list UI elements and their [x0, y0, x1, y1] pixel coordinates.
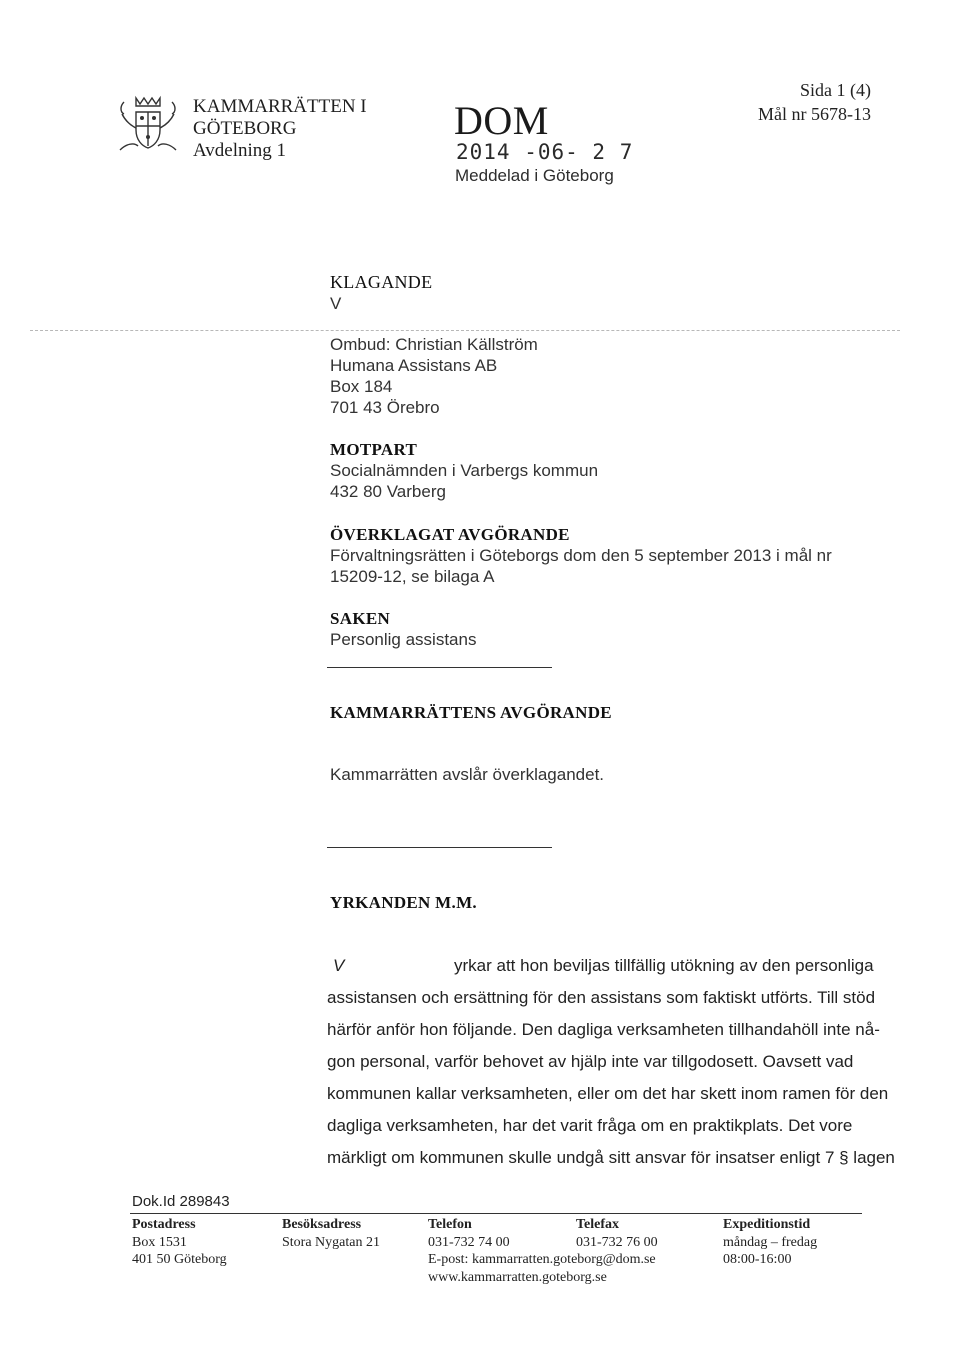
claims-initial: V: [333, 956, 345, 975]
claims-line: härför anför hon följande. Den dagliga verksamheten tillhandahöll inte nå-: [327, 1020, 880, 1039]
phone-heading: Telefon: [428, 1217, 472, 1232]
claims-line: kommunen kallar verksamheten, eller om det har skett inom ramen för den: [327, 1084, 889, 1103]
postal-heading: Postadress: [132, 1217, 196, 1232]
matter-text: Personlig assistans: [330, 630, 477, 649]
ombud-company: Humana Assistans AB: [330, 356, 498, 375]
visit-heading: Besöksadress: [282, 1217, 362, 1232]
ombud-box: Box 184: [330, 377, 393, 396]
court-name-line2: GÖTEBORG: [193, 118, 297, 139]
email-address[interactable]: E-post: kammarratten.goteborg@dom.se: [428, 1252, 656, 1267]
claims-line: assistansen och ersättning för den assistans som faktiskt utförts. Till stöd: [327, 988, 876, 1007]
klagande-name: V: [330, 294, 342, 313]
footer-fax: [576, 1216, 658, 1251]
fax-number: 031-732 76 00: [576, 1234, 658, 1250]
divider-rule: [327, 847, 552, 848]
page-info: [758, 78, 871, 126]
fax-heading: Telefax: [576, 1217, 620, 1232]
footer-hours: [723, 1216, 817, 1269]
case-number: Mål nr 5678-13: [758, 104, 871, 124]
hours-time: 08:00-16:00: [723, 1252, 792, 1267]
motpart-heading: MOTPART: [330, 440, 418, 459]
claims-line: dagliga verksamheten, har det varit fråga om en praktikplats. Det vore: [327, 1116, 853, 1135]
ombud-city: 701 43 Örebro: [330, 398, 440, 417]
phone-number: 031-732 74 00: [428, 1234, 510, 1250]
appealed-line1: Förvaltningsrätten i Göteborgs dom den 5 september 2013 i mål nr: [330, 546, 832, 565]
footer-postal: [132, 1216, 227, 1269]
claims-line: märkligt om kommunen skulle undgå sitt ansvar för insatser enligt 7 § lagen: [327, 1148, 895, 1167]
motpart-name: Socialnämnden i Varbergs kommun: [330, 461, 599, 480]
klagande-section: [330, 272, 432, 314]
website-link[interactable]: www.kammarratten.goteborg.se: [428, 1269, 607, 1285]
claims-heading: YRKANDEN M.M.: [330, 893, 477, 912]
claims-line: yrkar att hon beviljas tillfällig utökning av den personliga: [454, 956, 874, 975]
appealed-line2: 15209-12, se bilaga A: [330, 567, 495, 586]
court-name: [193, 96, 367, 162]
motpart-city: 432 80 Varberg: [330, 482, 446, 501]
hours-days: måndag – fredag: [723, 1234, 818, 1250]
issued-at: Meddelad i Göteborg: [455, 166, 614, 185]
postal-box: Box 1531: [132, 1234, 187, 1250]
court-division: Avdelning 1: [193, 140, 287, 161]
decision-heading: KAMMARRÄTTENS AVGÖRANDE: [330, 703, 612, 722]
matter-heading: SAKEN: [330, 609, 391, 628]
claims-heading-wrap: [330, 892, 477, 913]
coat-of-arms-icon: [116, 92, 180, 158]
matter-section: [330, 608, 476, 650]
klagande-heading: KLAGANDE: [330, 272, 433, 292]
document-title: DOM: [454, 98, 549, 143]
appealed-heading: ÖVERKLAGAT AVGÖRANDE: [330, 525, 570, 544]
ombud-name: Ombud: Christian Källström: [330, 335, 538, 354]
ombud-block: [330, 334, 538, 418]
postal-city: 401 50 Göteborg: [132, 1252, 227, 1267]
divider-rule: [327, 667, 552, 668]
page-number: Sida 1 (4): [800, 80, 871, 100]
date-stamp: 2014 -06- 2 7: [456, 140, 634, 164]
scan-artifact-line: [30, 330, 900, 331]
decision-heading-wrap: [330, 702, 612, 723]
footer-visit: [282, 1216, 380, 1251]
claims-line: gon personal, varför behovet av hjälp inte var tillgodosett. Oavsett vad: [327, 1052, 854, 1071]
footer-rule: [130, 1213, 862, 1214]
court-name-line1: KAMMARRÄTTEN I: [193, 96, 367, 117]
appealed-section: [330, 524, 832, 587]
decision-text-wrap: [330, 764, 604, 785]
motpart-section: [330, 439, 598, 502]
decision-text: Kammarrätten avslår överklagandet.: [330, 765, 605, 784]
hours-heading: Expeditionstid: [723, 1217, 811, 1232]
visit-street: Stora Nygatan 21: [282, 1234, 380, 1250]
document-id: Dok.Id 289843: [132, 1193, 230, 1210]
